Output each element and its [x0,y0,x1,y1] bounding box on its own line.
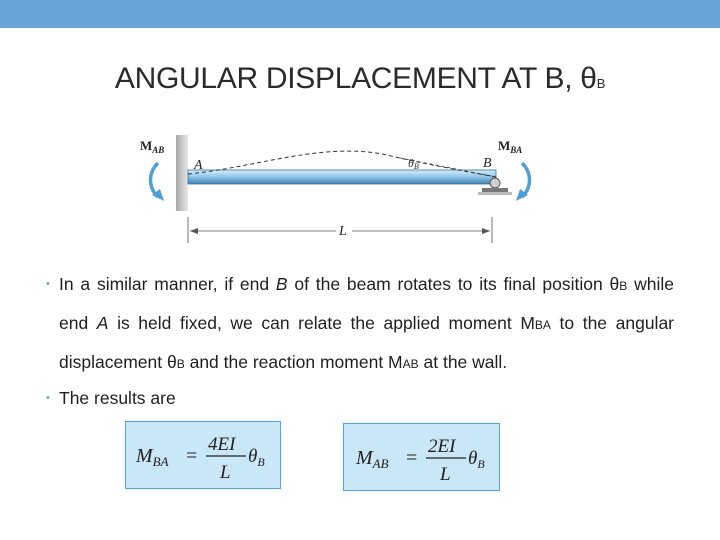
bullet-1-text: at the wall. [418,352,508,372]
bullet-marker: • [46,278,50,290]
bullet-1-var-b: B [275,274,288,294]
equation-mba [126,422,280,488]
svg-text:L: L [220,462,231,483]
bullet-1-text: is held fixed, we can relate the applied moment M [108,313,535,333]
svg-text:θB: $\theta_B$ [248,446,265,469]
dimension-arrow-left [190,228,198,234]
svg-text:MBA: $M_{BA}$ [136,445,169,469]
bullet-1-subscript: B [176,357,185,371]
bullet-1-text: to the angular displacement θ [59,313,675,372]
svg-text:=: = [406,447,418,469]
label-mba: $M_{BA}$ [498,138,523,155]
bullet-1-text: and the reaction moment M [184,352,403,372]
slide-title [0,62,720,96]
svg-text:2EI: 2EI [428,436,456,457]
bullet-1-text: In a similar manner, if end [59,274,276,294]
bullet-1-subscript: AB [402,357,419,371]
svg-text:MAB: $M_{AB}$ [356,447,389,471]
bullet-list [46,266,675,411]
beam-diagram [130,125,550,250]
bullet-1-subscript: BA [534,318,551,332]
label-a: A [194,158,203,173]
bullet-1-var-a: A [96,313,109,333]
svg-text:=: = [186,445,198,467]
fixed-wall [176,135,188,211]
bullet-1-subscript: B [619,279,628,293]
equation-mab [344,424,499,490]
svg-text:L: L [440,464,451,485]
slide-title-subscript: B [596,76,606,91]
top-accent-bar [0,0,720,28]
label-mab: $M_{AB}$ [140,138,165,155]
bullet-1-text: while end [59,274,674,333]
slide-title-text: ANGULAR DISPLACEMENT AT B, θ [114,62,597,95]
beam [188,170,496,184]
label-l: L [339,224,347,239]
bullet-item-1 [46,266,675,383]
svg-text:θB: $\theta_B$ [468,448,485,471]
svg-text:4EI: 4EI [208,434,236,455]
bullet-1-text: of the beam rotates to its final position θ [287,274,620,294]
bullet-marker: • [46,392,50,404]
label-theta-b: θB [408,156,419,171]
bullet-item-2 [46,385,674,411]
label-b: B [483,156,492,171]
bullet-2-text: The results are [59,388,176,408]
equation-box-mab [343,423,500,491]
dimension-arrow-right [482,228,490,234]
equation-box-mba [125,421,281,489]
